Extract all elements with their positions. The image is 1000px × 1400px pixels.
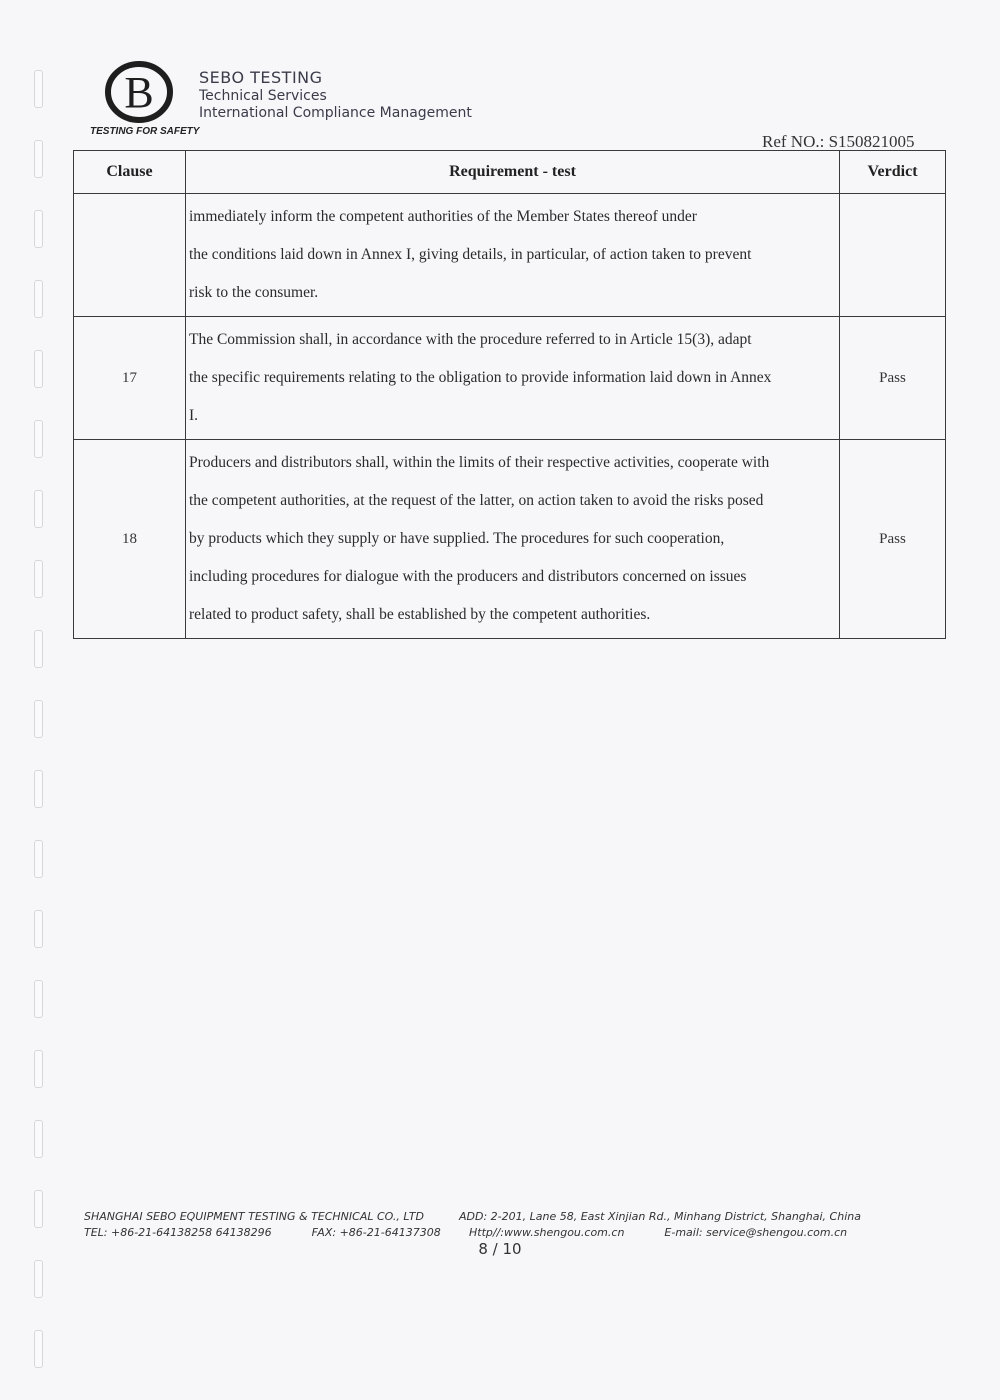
header-clause: Clause	[74, 151, 186, 194]
header-verdict: Verdict	[840, 151, 946, 194]
requirement-line: risk to the consumer.	[189, 284, 319, 301]
clause-number	[74, 194, 186, 317]
clause-table	[73, 150, 946, 639]
verdict: Pass	[840, 440, 946, 639]
requirement-text	[186, 317, 840, 440]
requirement-line: I.	[189, 407, 199, 424]
requirement-line: related to product safety, shall be established by the competent authorities.	[189, 606, 651, 623]
page-number: 8 / 10	[478, 1240, 522, 1258]
requirement-line: immediately inform the competent authorities of the Member States thereof under	[189, 208, 697, 225]
requirement-text	[186, 440, 840, 639]
company-logo	[104, 60, 174, 124]
table-row	[74, 440, 946, 639]
requirement-line: Producers and distributors shall, within the limits of their respective activities, cooperate with	[189, 454, 770, 471]
logo-letter: B	[124, 68, 154, 117]
footer-fax: FAX: +86-21-64137308	[311, 1226, 441, 1239]
table-row	[74, 317, 946, 440]
footer-website: Http//:www.shengou.com.cn	[469, 1226, 625, 1239]
table-header-row	[74, 151, 946, 194]
footer-tel: TEL: +86-21-64138258 64138296	[84, 1226, 272, 1239]
company-line-1: Technical Services	[199, 88, 327, 104]
clause-number: 18	[74, 440, 186, 639]
requirement-line: the competent authorities, at the request of the latter, on action taken to avoid the risks posed	[189, 492, 764, 509]
footer-company: SHANGHAI SEBO EQUIPMENT TESTING & TECHNICAL CO., LTD	[84, 1210, 424, 1223]
requirement-text	[186, 194, 840, 317]
clause-number: 17	[74, 317, 186, 440]
verdict: Pass	[840, 317, 946, 440]
requirement-line: by products which they supply or have supplied. The procedures for such cooperation,	[189, 530, 725, 547]
header-requirement: Requirement - test	[186, 151, 840, 194]
requirement-line: the conditions laid down in Annex I, giving details, in particular, of action taken to prevent	[189, 246, 752, 263]
footer-contact-row	[84, 1225, 441, 1241]
requirement-line: The Commission shall, in accordance with the procedure referred to in Article 15(3), adapt	[189, 331, 752, 348]
footer-web-row	[459, 1225, 861, 1241]
footer-email: E-mail: service@shengou.com.cn	[664, 1226, 848, 1239]
logo-tagline: TESTING FOR SAFETY	[90, 126, 200, 137]
verdict	[840, 194, 946, 317]
company-line-2: International Compliance Management	[199, 105, 472, 121]
footer-company-block	[84, 1209, 441, 1241]
footer-address: ADD: 2-201, Lane 58, East Xinjian Rd., Minhang District, Shanghai, China	[459, 1210, 861, 1223]
table-row	[74, 194, 946, 317]
requirement-line: the specific requirements relating to the obligation to provide information laid down in Annex	[189, 369, 772, 386]
requirement-line: including procedures for dialogue with the producers and distributors concerned on issues	[189, 568, 747, 585]
company-name: SEBO TESTING	[199, 68, 323, 87]
binding-marks	[30, 40, 46, 1370]
reference-number: Ref NO.: S150821005	[762, 132, 915, 151]
company-brand	[199, 68, 472, 122]
footer-address-block	[459, 1209, 861, 1241]
